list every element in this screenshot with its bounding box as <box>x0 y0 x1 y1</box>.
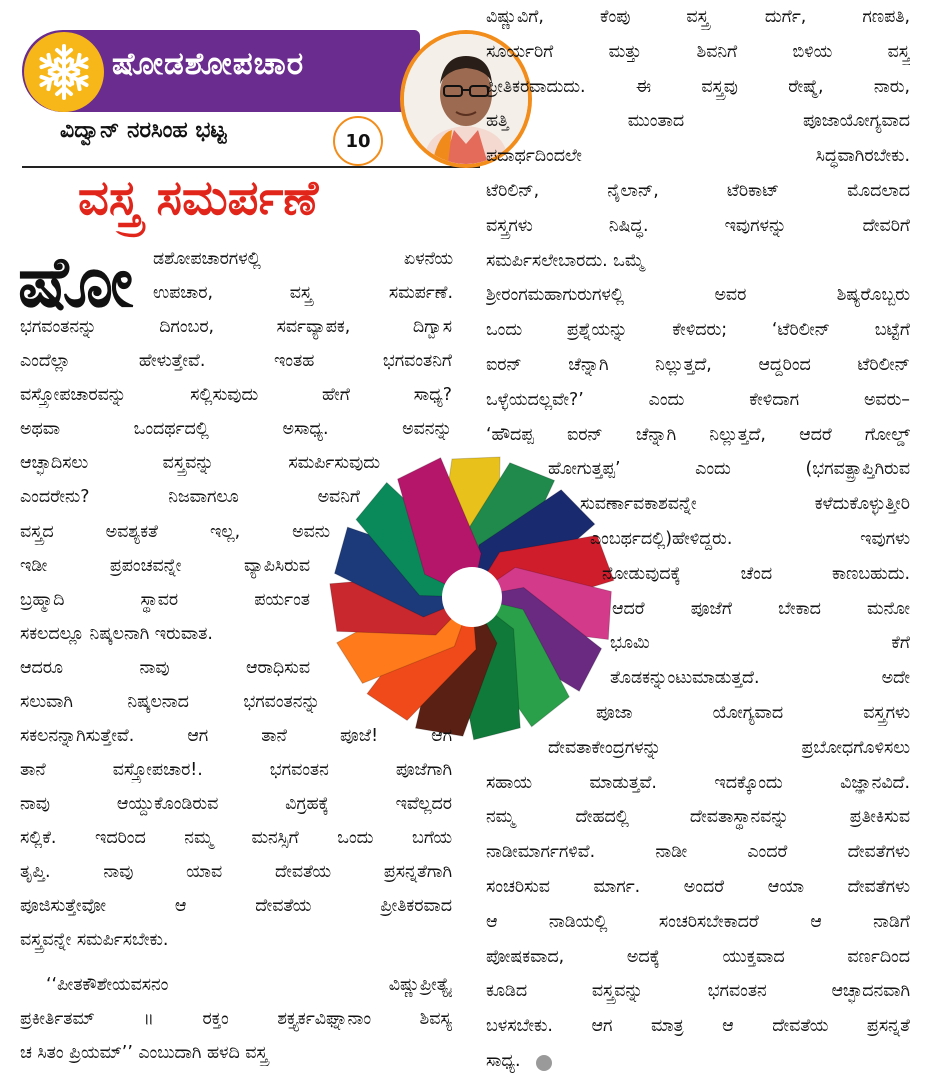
right-column-line: ಟೆರಿಲಿನ್, ನೈಲಾನ್, ಟೆರಿಕಾಟ್ ಮೊದಲಾದ <box>486 181 910 201</box>
end-mark <box>536 1055 552 1071</box>
right-column-line: ಕೂಡಿದ ವಸ್ತ್ರವನ್ನು ಭಗವಂತನ ಆಚ್ಛಾದನವಾಗಿ <box>486 981 910 1002</box>
right-column-line: ಪೂಜಾ ಯೋಗ್ಯವಾದ ವಸ್ತ್ರಗಳು <box>596 703 910 723</box>
left-column-line: ಸಕಲನನ್ನಾಗಿಸುತ್ತೇವೆ. ಆಗ ತಾನೆ ಪೂಜೆ! ಆಗ <box>20 725 452 746</box>
left-column-line: ಆದರೂ ನಾವು ಆರಾಧಿಸುವ <box>20 657 310 678</box>
author-name: ವಿದ್ವಾನ್ ನರಸಿಂಹ ಭಟ್ಟ <box>60 118 227 143</box>
right-column-line: ದೇವತಾಕೇಂದ್ರಗಳನ್ನು ಪ್ರಬೋಧಗೊಳಿಸಲು <box>548 737 910 758</box>
right-column-line: ವಸ್ತ್ರಗಳು ನಿಷಿದ್ಧ. ಇವುಗಳನ್ನು ದೇವರಿಗೆ <box>486 215 910 236</box>
left-column-line: ತಾನೆ ವಸ್ತ್ರೋಪಚಾರ!. ಭಗವಂತನ ಪೂಜೆಗಾಗಿ <box>20 759 452 780</box>
right-column-line: ಒಳ್ಳೆಯದಲ್ಲವೇ?’ ಎಂದು ಕೇಳಿದಾಗ ಅವರು– <box>486 389 910 410</box>
right-column-line: ಸಾಧ್ಯ. <box>486 1051 521 1071</box>
snowflake-icon <box>34 42 94 102</box>
drop-cap: ಷೋ <box>18 241 134 323</box>
right-column-line: ತೊಡಕನ್ನುಂಟುಮಾಡುತ್ತದೆ. ಅದೇ <box>610 668 910 689</box>
right-column-line: ಒಂದು ಪ್ರಶ್ನೆಯನ್ನು ಕೇಳಿದರು; ‘ಟೆರಿಲೀನ್ ಬಟ್ಟೆಗೆ <box>486 320 910 341</box>
right-column-line: ಶ್ರೀರಂಗಮಹಾಗುರುಗಳಲ್ಲಿ ಅವರ ಶಿಷ್ಯರೊಬ್ಬರು <box>486 285 910 306</box>
snowflake-icon-circle <box>24 32 104 112</box>
left-column-line: ಅಥವಾ ಒಂದರ್ಥದಲ್ಲಿ ಅಸಾಧ್ಯ. ಅವನನ್ನು <box>20 419 452 440</box>
right-column-line: ಆದರೆ ಪೂಜೆಗೆ ಬೇಕಾದ ಮನೋ <box>612 598 910 619</box>
left-column-line: ವಸ್ತ್ರೋಪಚಾರವನ್ನು ಸಲ್ಲಿಸುವುದು ಹೇಗೆ ಸಾಧ್ಯ? <box>20 385 452 406</box>
left-column-line: ವಸ್ತ್ರದ ಅವಶ್ಯಕತೆ ಇಲ್ಲ, ಅವನು <box>20 521 330 542</box>
right-column-line: ನಮ್ಮ ದೇಹದಲ್ಲಿ ದೇವತಾಸ್ಥಾನವನ್ನು ಪ್ರತೀಕಿಸುವ <box>486 807 910 828</box>
right-column-line: ಸಮರ್ಪಿಸಲೇಬಾರದು. ಒಮ್ಮೆ <box>486 250 645 271</box>
left-column-line: ನಾವು ಆಯ್ದುಕೊಂಡಿರುವ ವಿಗ್ರಹಕ್ಕೆ ಇವೆಲ್ಲದರ <box>20 794 452 815</box>
right-column-line: ‘ಹೌದಪ್ಪ ಐರನ್ ಚೆನ್ನಾಗಿ ನಿಲ್ಲುತ್ತದೆ, ಆದರೆ ಗೋಲ್ಡ್ <box>486 424 910 445</box>
left-column-line: ವಸ್ತ್ರವನ್ನೇ ಸಮರ್ಪಿಸಬೇಕು. <box>20 930 169 951</box>
right-column-line: ಐರನ್ ಚೆನ್ನಾಗಿ ನಿಲ್ಲುತ್ತದೆ, ಆದ್ದರಿಂದ ಟೆರಿಲೀನ್ <box>486 355 910 375</box>
right-column-line: ಹತ್ತಿ ಮುಂತಾದ ಪೂಜಾಯೋಗ್ಯವಾದ <box>486 111 910 132</box>
right-column-line: ನೋಡುವುದಕ್ಕೆ ಚೆಂದ ಕಾಣಬಹುದು. <box>602 563 910 584</box>
right-column-line: ಸಂಚರಿಸುವ ಮಾರ್ಗ. ಅಂದರೆ ಆಯಾ ದೇವತೆಗಳು <box>486 877 910 897</box>
left-column-line: ಬ್ರಹ್ಮಾದಿ ಸ್ಥಾವರ ಪರ್ಯಂತ <box>20 589 310 610</box>
right-column-line: ಬಳಸಬೇಕು. ಆಗ ಮಾತ್ರ ಆ ದೇವತೆಯ ಪ್ರಸನ್ನತೆ <box>486 1016 910 1037</box>
right-column-line: ಭೂಮಿ ಕೆಗೆ <box>610 633 910 654</box>
right-column-line: ಆ ನಾಡಿಯಲ್ಲಿ ಸಂಚರಿಸಬೇಕಾದರೆ ಆ ನಾಡಿಗೆ <box>486 911 910 932</box>
fabric-fan-graphic <box>322 452 622 742</box>
left-column-line: ಸಕಲದಲ್ಲೂ ನಿಷ್ಕಲನಾಗಿ ಇರುವಾತ. <box>20 623 213 644</box>
right-column-line: ಹೋಗುತ್ತಪ್ಪ’ ಎಂದು (ಭಗವತ್ಪ್ರಾಪ್ತಿಗಿರುವ <box>548 459 910 480</box>
right-column-line: ಪದಾರ್ಥದಿಂದಲೇ ಸಿದ್ಧವಾಗಿರಬೇಕು. <box>486 146 910 167</box>
article-headline: ವಸ್ತ್ರ ಸಮರ್ಪಣೆ <box>78 170 319 226</box>
left-column-line: ಪ್ರಕೀರ್ತಿತಮ್ ॥ ರಕ್ತಂ ಶಕ್ತ್ಯರ್ಕವಿಘ್ನಾನಾಂ ಶಿವಸ್ಯ <box>20 1008 452 1029</box>
right-column-line: ಎಂಬರ್ಥದಲ್ಲಿ)ಹೇಳಿದ್ದರು. ಇವುಗಳು <box>590 529 910 549</box>
left-column-line: ಎಂದರೇನು? ನಿಜವಾಗಲೂ ಅವನಿಗೆ <box>20 487 360 508</box>
left-column-line: ‘‘ಪೀತಕೌಶೇಯವಸನಂ ವಿಷ್ಣುಪ್ರೀತ್ಯೈ <box>46 974 452 995</box>
left-column-line: ಇಡೀ ಪ್ರಪಂಚವನ್ನೇ ವ್ಯಾಪಿಸಿರುವ <box>20 555 310 576</box>
right-column-line: ಸೂರ್ಯರಿಗೆ ಮತ್ತು ಶಿವನಿಗೆ ಬಿಳಿಯ ವಸ್ತ್ರ <box>486 41 910 62</box>
header-divider <box>22 166 480 168</box>
left-column-line: ಉಪಚಾರ, ವಸ್ತ್ರ ಸಮರ್ಪಣೆ. <box>153 283 453 304</box>
left-column-line: ಸಲುವಾಗಿ ನಿಷ್ಕಲನಾದ ಭಗವಂತನನ್ನು <box>20 691 320 712</box>
left-column-line: ಎಂದೆಲ್ಲಾ ಹೇಳುತ್ತೇವೆ. ಇಂತಹ ಭಗವಂತನಿಗೆ <box>20 351 452 372</box>
part-number-badge: 10 <box>333 116 383 166</box>
right-column-line: ಸಹಾಯ ಮಾಡುತ್ತವೆ. ಇದಕ್ಕೊಂದು ವಿಜ್ಞಾನವಿದೆ. <box>486 772 910 793</box>
fabric-center <box>442 567 502 627</box>
right-column-line: ವಿಷ್ಣುವಿಗೆ, ಕೆಂಪು ವಸ್ತ್ರ ದುರ್ಗೆ, ಗಣಪತಿ, <box>486 7 910 27</box>
left-column-line: ಡಶೋಪಚಾರಗಳಲ್ಲಿ ಏಳನೆಯ <box>153 249 453 269</box>
series-title: ಷೋಡಶೋಪಚಾರ <box>112 46 305 82</box>
left-column-line: ಪೂಜಿಸುತ್ತೇವೋ ಆ ದೇವತೆಯ ಪ್ರೀತಿಕರವಾದ <box>20 896 452 917</box>
right-column-line: ನಾಡೀಮಾರ್ಗಗಳಿವೆ. ನಾಡೀ ಎಂದರೆ ದೇವತೆಗಳು <box>486 842 910 863</box>
left-column-line: ತೃಪ್ತಿ. ನಾವು ಯಾವ ದೇವತೆಯ ಪ್ರಸನ್ನತೆಗಾಗಿ <box>20 862 452 883</box>
left-column-line: ಭಗವಂತನನ್ನು ದಿಗಂಬರ, ಸರ್ವವ್ಯಾಪಕ, ದಿಗ್ವಾಸ <box>20 317 452 338</box>
left-column-line: ಚ ಸಿತಂ ಪ್ರಿಯಮ್’’ ಎಂಬುದಾಗಿ ಹಳದಿ ವಸ್ತ್ರ <box>20 1043 268 1063</box>
right-column-line: ಸುವರ್ಣಾವಕಾಶವನ್ನೇ ಕಳೆದುಕೊಳ್ಳುತ್ತೀರಿ <box>580 494 910 515</box>
right-column-line: ಪ್ರೀತಿಕರವಾದುದು. ಈ ವಸ್ತ್ರವು ರೇಷ್ಮೆ, ನಾರು, <box>486 76 910 97</box>
left-column-line: ಸಲ್ಲಿಕೆ. ಇದರಿಂದ ನಮ್ಮ ಮನಸ್ಸಿಗೆ ಒಂದು ಬಗೆಯ <box>20 828 452 849</box>
right-column-line: ಪೋಷಕವಾದ, ಅದಕ್ಕೆ ಯುಕ್ತವಾದ ವರ್ಣದಿಂದ <box>486 946 910 967</box>
left-column-line: ಆಚ್ಛಾದಿಸಲು ವಸ್ತ್ರವನ್ನು ಸಮರ್ಪಿಸುವುದು <box>20 453 380 474</box>
fabric-fan-image <box>322 452 622 742</box>
